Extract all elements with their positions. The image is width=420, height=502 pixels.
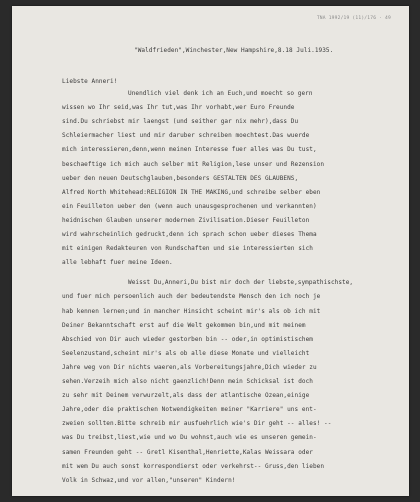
letter-line: und fuer mich persoenlich auch der bedeutendste Mensch den ich noch je <box>62 293 321 300</box>
letter-line: mit wem Du auch sonst korrespondierst oder verkehrst-- Gruss,den lieben <box>62 463 325 470</box>
letter-line: Weisst Du,Anneri,Du bist mir doch der liebste,sympathischste, <box>128 279 354 286</box>
letter-line: sehen.Verzeih mich also nicht gaenzlich!Denn mein Schicksal ist doch <box>62 378 313 385</box>
letter-line: sind.Du schriebst mir laengst (und seither gar nix mehr),dass Du <box>62 118 299 125</box>
letter-line: Seelenzustand,scheint mir's als ob alle diese Monate und vielleicht <box>62 350 310 357</box>
letter-line: ueber den neuen Deutschglauben,besonders GESTALTEN DES GLAUBENS, <box>62 175 299 182</box>
letter-line: hab kennen lernen;und in mancher Hinsicht scheint mir's als ob ich mit <box>62 308 321 315</box>
letter-line: wissen wo Ihr seid,was Ihr tut,was Ihr vorhabt,wer Euro Freunde <box>62 104 295 111</box>
letter-line: Jahre,oder die praktischen Notwendigkeiten meiner "Karriere" uns ent- <box>62 406 317 413</box>
letter-line: Volk in Schwaz,und vor allen,"unseren" Kindern! <box>62 477 236 484</box>
letter-page <box>12 6 409 496</box>
letter-line: Deiner Bekanntschaft erst auf die Welt gekommen bin,und mit meinem <box>62 322 306 329</box>
letter-line: Unendlich viel denk ich an Euch,und moecht so gern <box>128 90 313 97</box>
letter-line: mit einigen Redakteuren von Rundschaften und sie interessierten sich <box>62 245 313 252</box>
letter-line: was Du treibst,liest,wie und wo Du wohnst,auch wie es unseren gemein- <box>62 434 317 441</box>
letter-line: Schleiermacher liest und mir daruber schreiben moechtest.Das wuerde <box>62 132 310 139</box>
letter-line: Abschied von Dir auch wieder gestorben bin -- oder,in optimistischem <box>62 336 313 343</box>
letter-line: samen Freunden geht -- Gretl Kisenthal,Henriette,Kalas Weissara oder <box>62 449 313 456</box>
letter-header: "Waldfrieden",Winchester,New Hampshire,8.18 Juli.1935. <box>134 47 334 54</box>
letter-greeting: Liebste Anneri! <box>62 78 118 85</box>
letter-line: zu sehr mit Deinem verwurzelt,als dass der atlantische Ozean,einige <box>62 392 310 399</box>
letter-line: alle lebhaft fuer meine Ideen. <box>62 259 173 266</box>
letter-line: ein Feuilleton ueber den (wenn auch unausgesprochenen und verkannten) <box>62 203 317 210</box>
letter-line: mich interessieren,denn,wenn meinen Interesse fuer alles was Du tust, <box>62 146 317 153</box>
letter-line: Alfred North Whitehead:RELIGION IN THE MAKING,und schreibe selber eben <box>62 189 321 196</box>
letter-line: Jahre weg von Dir nichts waeren,als Vorbereitungsjahre,Dich wieder zu <box>62 364 317 371</box>
archive-reference: TNA 1992/19 (11)/176 · 49 <box>316 16 391 21</box>
letter-line: heidnischen Glauben unserer modernen Zivilisation.Dieser Feuilleton <box>62 217 310 224</box>
letter-line: beschaeftige ich mich auch selber mit Religion,lese unser und Rezension <box>62 161 325 168</box>
letter-line: zweien sollten.Bitte schreib mir ausfuehrlich wie's Dir geht -- alles! -- <box>62 420 332 427</box>
letter-line: wird wahrscheinlich gedruckt,denn ich sprach schon ueber dieses Thema <box>62 231 317 238</box>
